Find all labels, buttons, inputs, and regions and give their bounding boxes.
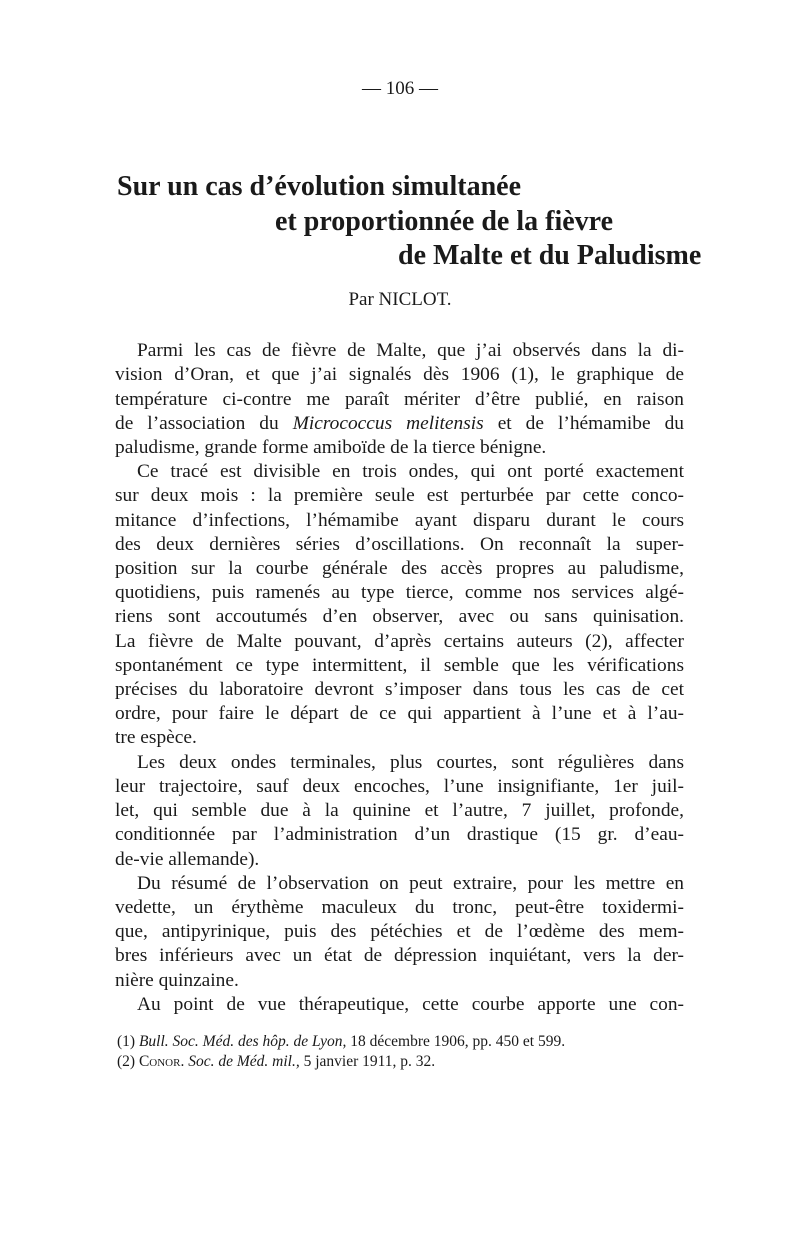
- footnote-author: Conor.: [138, 1053, 185, 1070]
- body-line: ordre, pour faire le départ de ce qui appartient à l’une et à l’au-: [115, 703, 684, 724]
- body-line: let, qui semble due à la quinine et l’autre, 7 juillet, profonde,: [115, 800, 684, 821]
- footnote-citation: Bull. Soc. Méd. des hôp. de Lyon,: [138, 1033, 347, 1050]
- body-line: Les deux ondes terminales, plus courtes, sont régulières dans: [137, 752, 684, 773]
- footnote-1: [117, 1032, 565, 1052]
- italic-term: Micrococcus melitensis: [292, 413, 484, 434]
- body-line: des deux dernières séries d’oscillations. On reconnaît la super-: [115, 534, 684, 555]
- footnote-number: (1): [117, 1033, 136, 1050]
- body-line: Ce tracé est divisible en trois ondes, qui ont porté exactement: [137, 461, 684, 482]
- footnote-citation: Soc. de Méd. mil.,: [184, 1053, 300, 1070]
- body-line: quotidiens, puis ramenés au type tierce, comme nos services algé-: [115, 582, 684, 603]
- body-line: mitance d’infections, l’hémamibe ayant disparu durant le cours: [115, 510, 684, 531]
- footnote-text: 18 décembre 1906, pp. 450 et 599.: [346, 1033, 566, 1050]
- body-line: spontanément ce type intermittent, il semble que les vérifications: [115, 655, 684, 676]
- body-line: sur deux mois : la première seule est perturbée par cette conco-: [115, 485, 684, 506]
- article-title-line-1: Sur un cas d’évolution simultanée: [117, 171, 521, 202]
- body-line: paludisme, grande forme amiboïde de la tierce bénigne.: [115, 437, 547, 458]
- article-title-line-2: et proportionnée de la fièvre: [275, 206, 614, 237]
- body-line: bres inférieurs avec un état de dépression inquiétant, vers la der-: [115, 945, 684, 966]
- body-line: précises du laboratoire devront s’imposer dans tous les cas de cet: [115, 679, 684, 700]
- body-line: conditionnée par l’administration d’un drastique (15 gr. d’eau-: [115, 824, 684, 845]
- body-line: température ci-contre me paraît mériter d’être publié, en raison: [115, 389, 684, 410]
- body-line: position sur la courbe générale des accès propres au paludisme,: [115, 558, 684, 579]
- author-byline: Par NICLOT.: [348, 289, 452, 310]
- body-line: Parmi les cas de fièvre de Malte, que j’ai observés dans la di-: [137, 340, 684, 361]
- body-line: tre espèce.: [115, 727, 197, 748]
- body-line: que, antipyrinique, puis des pétéchies et de l’œdème des mem-: [115, 921, 684, 942]
- body-line: de-vie allemande).: [115, 849, 260, 870]
- body-line: riens sont accoutumés d’en observer, avec ou sans quinisation.: [115, 606, 684, 627]
- body-line: leur trajectoire, sauf deux encoches, l’une insignifiante, 1er juil-: [115, 776, 684, 797]
- body-line: vedette, un érythème maculeux du tronc, peut-être toxidermi-: [115, 897, 684, 918]
- footnote-text: 5 janvier 1911, p. 32.: [299, 1053, 436, 1070]
- body-line: Au point de vue thérapeutique, cette courbe apporte une con-: [137, 994, 684, 1015]
- body-line: La fièvre de Malte pouvant, d’après certains auteurs (2), affecter: [115, 631, 684, 652]
- article-title-line-3: de Malte et du Paludisme: [398, 240, 702, 271]
- footnote-number: (2): [117, 1053, 136, 1070]
- body-line-with-italic: [115, 412, 684, 436]
- page-number: — 106 —: [362, 78, 438, 99]
- body-line: Du résumé de l’observation on peut extraire, pour les mettre en: [137, 873, 684, 894]
- text-segment: et de l’hémamibe du: [483, 413, 684, 434]
- body-line: nière quinzaine.: [115, 970, 239, 991]
- text-segment: de l’association du: [115, 413, 293, 434]
- body-line: vision d’Oran, et que j’ai signalés dès 1906 (1), le graphique de: [115, 364, 684, 385]
- footnote-2: [117, 1052, 435, 1072]
